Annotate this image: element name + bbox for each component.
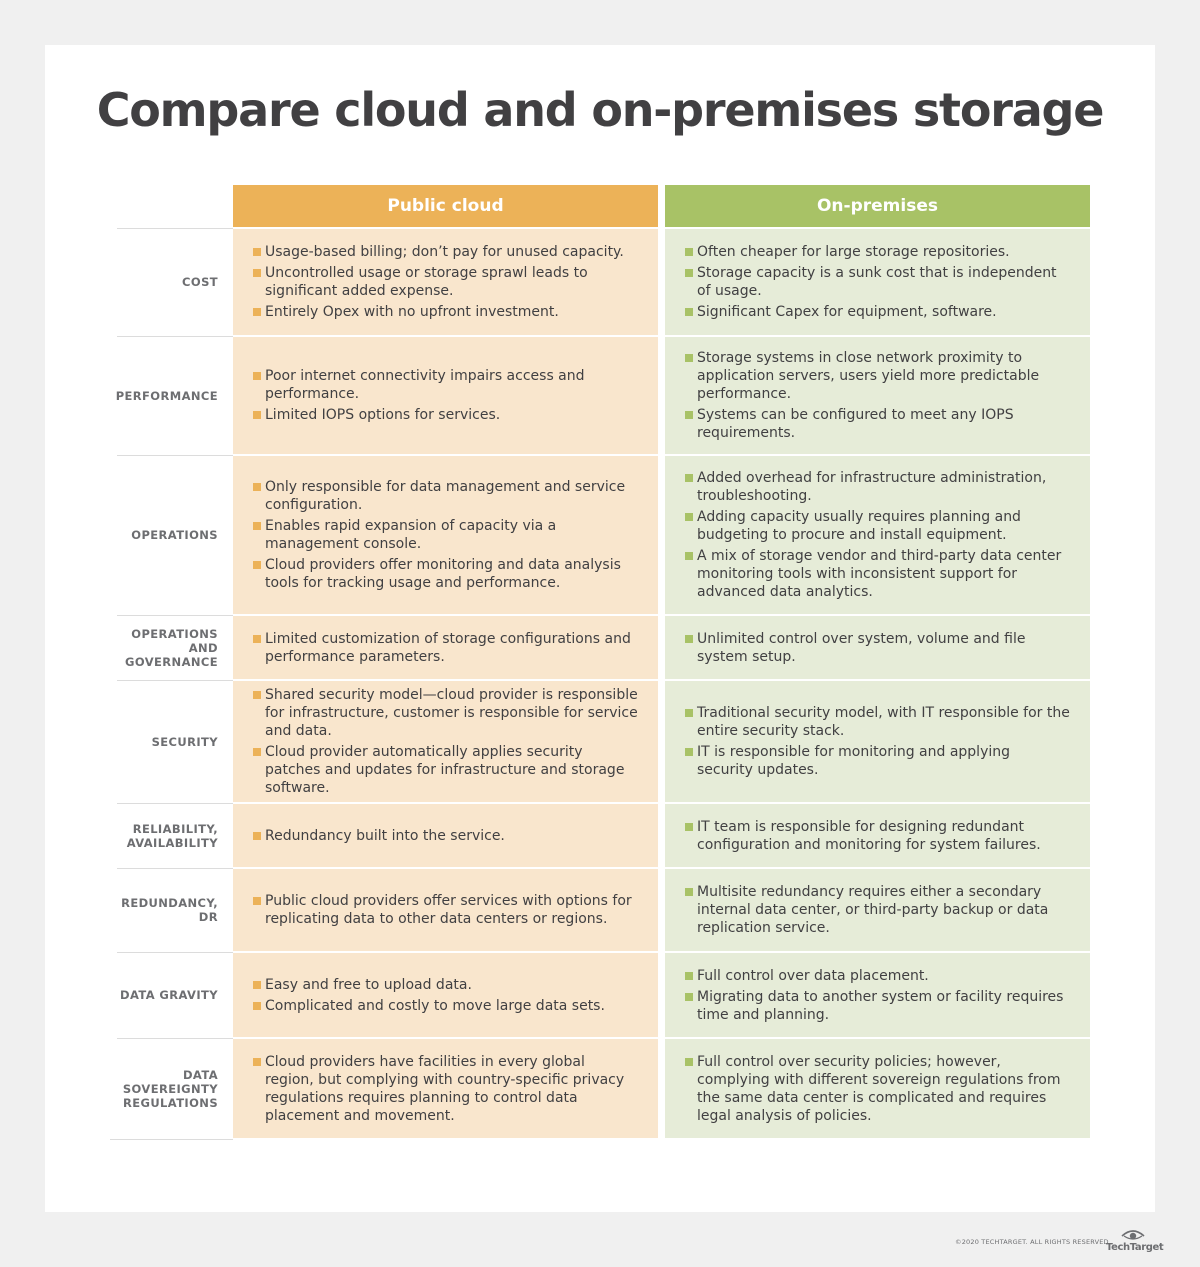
list-item-text: Limited IOPS options for services. [265, 407, 501, 423]
bullet-list [685, 469, 1070, 601]
square-bullet-icon [685, 354, 693, 362]
row-label: OPERATIONS [131, 528, 218, 542]
list-item [685, 1053, 1070, 1125]
bullet-list [685, 967, 1070, 1024]
list-item [253, 892, 638, 928]
list-item [685, 469, 1070, 505]
list-item [253, 243, 638, 261]
techtarget-logo [1106, 1228, 1164, 1256]
list-item [253, 303, 638, 321]
bullet-list [685, 704, 1070, 779]
list-item [253, 478, 638, 514]
list-item [685, 547, 1070, 601]
list-item-text: Public cloud providers offer services with options for replicating data to other data centers or regions. [265, 893, 632, 927]
square-bullet-icon [253, 635, 261, 643]
bullet-list [253, 976, 638, 1015]
square-bullet-icon [685, 748, 693, 756]
table-row [117, 1039, 1090, 1138]
list-item-text: Often cheaper for large storage repositories. [697, 244, 1010, 260]
square-bullet-icon [253, 372, 261, 380]
row-divider [117, 228, 233, 229]
bullet-list [685, 349, 1070, 442]
public-cloud-cell [233, 804, 658, 867]
row-label: SECURITY [151, 734, 218, 749]
list-item [253, 827, 638, 845]
list-item-text: Usage-based billing; don’t pay for unused capacity. [265, 244, 624, 260]
square-bullet-icon [253, 897, 261, 905]
square-bullet-icon [685, 1058, 693, 1066]
on-premises-cell [665, 804, 1090, 867]
square-bullet-icon [685, 635, 693, 643]
list-item [685, 988, 1070, 1024]
public-cloud-cell [233, 953, 658, 1037]
list-item-text: Uncontrolled usage or storage sprawl leads to significant added expense. [265, 265, 588, 299]
list-item [253, 743, 638, 797]
bullet-list [685, 883, 1070, 937]
list-item [685, 818, 1070, 854]
copyright-notice: ©2020 TECHTARGET. ALL RIGHTS RESERVED [955, 1238, 1109, 1246]
list-item-text: Full control over security policies; however, complying with different sovereign regulations from the same data center is complicated and requires legal analysis of policies. [697, 1053, 1061, 1124]
list-item-text: Significant Capex for equipment, software. [697, 304, 997, 320]
on-premises-cell [665, 1039, 1090, 1138]
on-premises-cell [665, 229, 1090, 335]
square-bullet-icon [253, 691, 261, 699]
on-premises-cell [665, 616, 1090, 679]
on-premises-cell [665, 337, 1090, 454]
row-divider [117, 615, 233, 616]
list-item [685, 967, 1070, 985]
list-item-text: Added overhead for infrastructure administration, troubleshooting. [697, 470, 1047, 504]
row-label: REDUNDANCY, DR [121, 896, 218, 924]
bullet-list [253, 478, 638, 592]
list-item [253, 1053, 638, 1125]
list-item [253, 517, 638, 553]
list-item-text: Migrating data to another system or facility requires time and planning. [697, 988, 1064, 1023]
on-premises-cell [665, 869, 1090, 951]
eye-icon [1121, 1228, 1145, 1242]
table-row [117, 681, 1090, 802]
bullet-list [253, 367, 638, 424]
public-cloud-cell [233, 337, 658, 454]
square-bullet-icon [253, 748, 261, 756]
on-premises-cell [665, 953, 1090, 1037]
row-divider [117, 1038, 233, 1039]
list-item-text: IT team is responsible for designing redundant configuration and monitoring for system failures. [697, 818, 1041, 853]
square-bullet-icon [685, 248, 693, 256]
square-bullet-icon [685, 474, 693, 482]
list-item-text: Shared security model—cloud provider is responsible for infrastructure, customer is responsible for service and data. [265, 687, 638, 739]
table-row [117, 616, 1090, 679]
row-divider [117, 952, 233, 953]
list-item [253, 686, 638, 740]
list-item [685, 243, 1070, 261]
on-premises-cell [665, 681, 1090, 802]
square-bullet-icon [685, 823, 693, 831]
list-item [685, 508, 1070, 544]
list-item-text: Cloud providers offer monitoring and data analysis tools for tracking usage and performance. [265, 557, 621, 591]
square-bullet-icon [685, 552, 693, 560]
list-item-text: Poor internet connectivity impairs access and performance. [265, 368, 585, 402]
list-item-text: Easy and free to upload data. [265, 976, 472, 993]
public-cloud-cell [233, 229, 658, 335]
row-divider [117, 803, 233, 804]
square-bullet-icon [253, 1002, 261, 1010]
public-cloud-cell [233, 1039, 658, 1138]
logo-wordmark: TechTarget [1106, 1242, 1164, 1253]
column-header-public-cloud: Public cloud [233, 185, 658, 227]
square-bullet-icon [253, 269, 261, 277]
column-header-on-premises: On-premises [665, 185, 1090, 227]
row-label: DATA GRAVITY [120, 988, 218, 1002]
list-item [253, 264, 638, 300]
row-label: COST [182, 275, 218, 289]
list-item-text: Only responsible for data management and service configuration. [265, 479, 626, 513]
square-bullet-icon [685, 269, 693, 277]
list-item [685, 743, 1070, 779]
list-item-text: Complicated and costly to move large data sets. [265, 997, 605, 1014]
bullet-list [685, 243, 1070, 321]
list-item-text: IT is responsible for monitoring and applying security updates. [697, 744, 1011, 778]
square-bullet-icon [685, 888, 693, 896]
list-item-text: Adding capacity usually requires planning and budgeting to procure and install equipment. [697, 509, 1021, 543]
square-bullet-icon [253, 411, 261, 419]
square-bullet-icon [685, 972, 693, 980]
square-bullet-icon [253, 1058, 261, 1066]
square-bullet-icon [253, 483, 261, 491]
bullet-list [685, 818, 1070, 854]
list-item [253, 976, 638, 994]
public-cloud-cell [233, 681, 658, 802]
bullet-list [253, 827, 638, 845]
list-item [685, 883, 1070, 937]
square-bullet-icon [685, 513, 693, 521]
list-item [253, 997, 638, 1015]
bullet-list [253, 630, 638, 666]
table-row [117, 337, 1090, 454]
square-bullet-icon [253, 308, 261, 316]
bullet-list [253, 1053, 638, 1125]
public-cloud-cell [233, 616, 658, 679]
list-item [685, 303, 1070, 321]
public-cloud-cell [233, 869, 658, 951]
list-item-text: Systems can be configured to meet any IOPS requirements. [697, 407, 1014, 441]
row-label: PERFORMANCE [115, 388, 218, 403]
list-item-text: Storage capacity is a sunk cost that is independent of usage. [697, 265, 1057, 299]
row-divider [117, 455, 233, 456]
list-item-text: Entirely Opex with no upfront investment. [265, 304, 559, 320]
square-bullet-icon [253, 522, 261, 530]
square-bullet-icon [253, 561, 261, 569]
list-item-text: Traditional security model, with IT responsible for the entire security stack. [697, 705, 1070, 739]
list-item [685, 406, 1070, 442]
public-cloud-cell [233, 456, 658, 614]
list-item-text: Full control over data placement. [697, 967, 929, 984]
table-row [117, 804, 1090, 867]
list-item-text: Redundancy built into the service. [265, 827, 505, 844]
page-title: Compare cloud and on-premises storage [96, 83, 1104, 137]
square-bullet-icon [253, 248, 261, 256]
row-divider [117, 336, 233, 337]
list-item-text: Enables rapid expansion of capacity via a management console. [265, 518, 557, 552]
list-item [253, 630, 638, 666]
table-row [117, 953, 1090, 1037]
row-divider [117, 868, 233, 869]
list-item [253, 556, 638, 592]
list-item-text: Storage systems in close network proximity to application servers, users yield more predictable performance. [697, 350, 1040, 402]
square-bullet-icon [685, 411, 693, 419]
list-item [685, 264, 1070, 300]
list-item-text: A mix of storage vendor and third-party data center monitoring tools with inconsistent support for advanced data analytics. [697, 548, 1062, 600]
bullet-list [253, 243, 638, 321]
list-item [253, 367, 638, 403]
square-bullet-icon [685, 709, 693, 717]
list-item-text: Multisite redundancy requires either a secondary internal data center, or third-party backup or data replication service. [697, 884, 1049, 936]
on-premises-cell [665, 456, 1090, 614]
list-item [253, 406, 638, 424]
row-label: RELIABILITY, AVAILABILITY [126, 821, 218, 850]
list-item [685, 704, 1070, 740]
table-row [117, 456, 1090, 614]
list-item-text: Cloud providers have facilities in every global region, but complying with country-specific privacy regulations requires planning to control data placement and movement. [265, 1053, 625, 1124]
square-bullet-icon [253, 832, 261, 840]
table-row [117, 869, 1090, 951]
square-bullet-icon [253, 981, 261, 989]
row-divider [110, 1139, 233, 1140]
bullet-list [253, 892, 638, 928]
list-item [685, 349, 1070, 403]
list-item-text: Limited customization of storage configurations and performance parameters. [265, 630, 631, 665]
bullet-list [685, 630, 1070, 666]
list-item-text: Cloud provider automatically applies security patches and updates for infrastructure and storage software. [265, 744, 625, 796]
row-label: DATA SOVEREIGNTY REGULATIONS [122, 1067, 218, 1110]
row-label: OPERATIONS AND GOVERNANCE [125, 626, 218, 669]
square-bullet-icon [685, 308, 693, 316]
square-bullet-icon [685, 993, 693, 1001]
bullet-list [253, 686, 638, 797]
row-divider [117, 680, 233, 681]
bullet-list [685, 1053, 1070, 1125]
list-item-text: Unlimited control over system, volume and file system setup. [697, 630, 1026, 665]
list-item [685, 630, 1070, 666]
table-row [117, 229, 1090, 335]
